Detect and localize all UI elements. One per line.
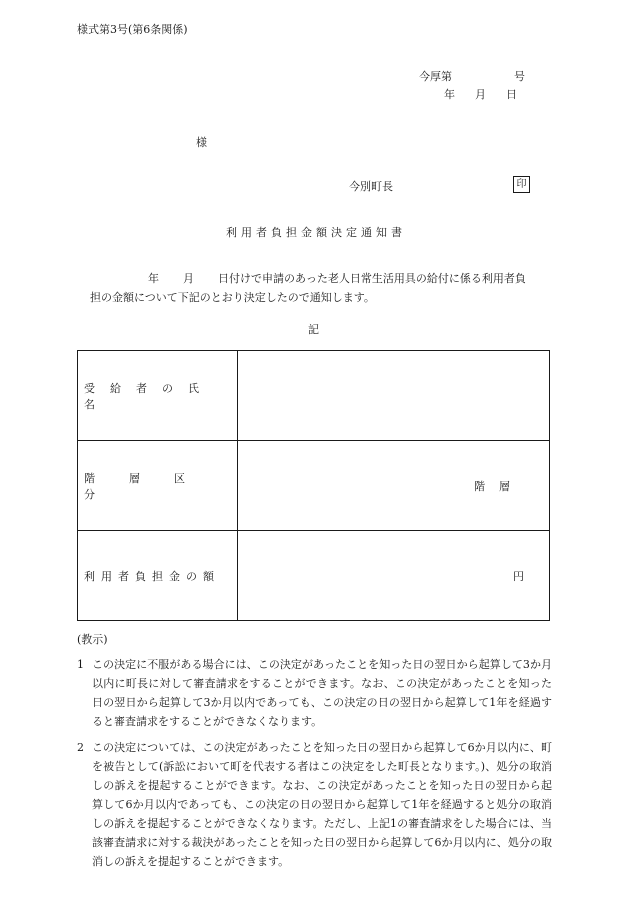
- date-month-label: 月: [475, 88, 486, 101]
- body-year-label: 年: [148, 272, 159, 285]
- reference-suffix: 号: [514, 70, 525, 83]
- recipient-name-field[interactable]: [238, 351, 550, 441]
- body-paragraph: [90, 269, 553, 307]
- note-number: 1: [77, 658, 84, 671]
- date-year-label: 年: [444, 88, 455, 101]
- body-line-1-text: 日付けで申請のあった老人日常生活用具の給付に係る利用者負: [218, 272, 526, 285]
- seal-mark: 印: [513, 176, 530, 193]
- document-title: 利用者負担金額決定通知書: [226, 226, 406, 239]
- reference-number: [419, 68, 525, 84]
- form-number: 様式第3号(第6条関係): [77, 23, 188, 36]
- issuer-name: 今別町長: [349, 180, 393, 193]
- note-text: この決定に不服がある場合には、この決定があったことを知った日の翌日から起算して3か月以内に町長に対して審査請求をすることができます。なお、この決定があったことを知った日の翌日から起算して3か月以内であっても、この決定の日の翌日から起算して1年を経過すると審査請求をすることができなくなります。: [92, 658, 552, 728]
- table-row: [78, 351, 550, 441]
- body-month-label: 月: [183, 272, 194, 285]
- decision-table: [77, 350, 550, 621]
- copay-amount-label: 利用者負担金の額: [78, 531, 238, 621]
- reference-prefix: 今厚第: [419, 70, 452, 83]
- date-day-label: 日: [506, 88, 517, 101]
- body-line-1: [90, 269, 553, 288]
- note-item: [77, 738, 552, 871]
- copay-amount-field[interactable]: 円: [238, 531, 550, 621]
- note-number: 2: [77, 741, 84, 754]
- addressee-suffix: 様: [196, 136, 207, 149]
- notes-heading: (教示): [77, 633, 108, 646]
- recipient-name-label: 受給者の氏名: [78, 351, 238, 441]
- tier-class-field[interactable]: 階層: [238, 441, 550, 531]
- table-row: [78, 531, 550, 621]
- table-row: [78, 441, 550, 531]
- note-text: この決定については、この決定があったことを知った日の翌日から起算して6か月以内に、町を被告として(訴訟において町を代表する者はこの決定をした町長となります。)、処分の取消しの訴えを提起することができます。なお、この決定があったことを知った日の翌日から起算して6か月以内であっても、この決定の日の翌日から起算して1年を経過すると処分の取消しの訴えを提起することができなくなります。ただし、上記1の審査請求をした場合には、当該審査請求に対する裁決があったことを知った日の翌日から起算して6か月以内に、処分の取消しの訴えを提起することができます。: [92, 741, 552, 868]
- ki-heading: 記: [308, 323, 319, 336]
- tier-class-label: 階層区分: [78, 441, 238, 531]
- issue-date: [444, 86, 517, 102]
- body-line-2: 担の金額について下記のとおり決定したので通知します。: [90, 291, 375, 304]
- note-item: [77, 655, 552, 731]
